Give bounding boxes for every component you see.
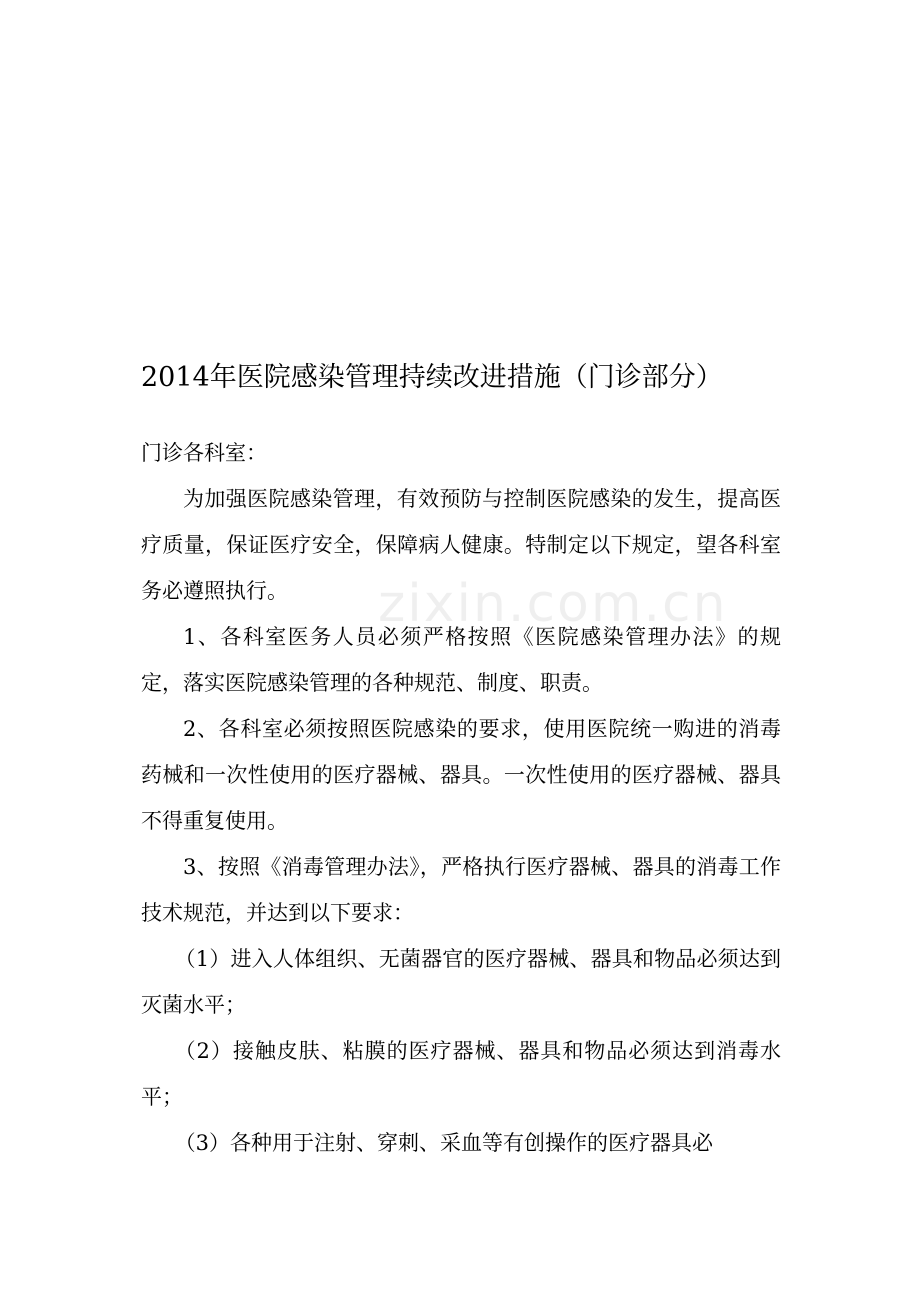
point-2: 2、各科室必须按照医院感染的要求，使用医院统一购进的消毒药械和一次性使用的医疗器械、器具。一次性使用的医疗器械、器具不得重复使用。 (141, 717, 781, 833)
subpoint-2: （2）接触皮肤、粘膜的医疗器械、器具和物品必须达到消毒水平； (141, 1039, 781, 1109)
intro-paragraph: 为加强医院感染管理，有效预防与控制医院感染的发生，提高医疗质量，保证医疗安全，保障病人健康。特制定以下规定，望各科室务必遵照执行。 (141, 487, 781, 603)
document-body (141, 430, 781, 1166)
watermark: zixin.com.cn (378, 574, 728, 634)
document-title: 2014年医院感染管理持续改进措施（门诊部分） (141, 362, 723, 393)
subpoint-1: （1）进入人体组织、无菌器官的医疗器械、器具和物品必须达到灭菌水平； (141, 947, 781, 1017)
point-1: 1、各科室医务人员必须严格按照《医院感染管理办法》的规定，落实医院感染管理的各种规范、制度、职责。 (141, 625, 781, 695)
subpoint-3: （3）各种用于注射、穿刺、采血等有创操作的医疗器具必 (174, 1131, 713, 1155)
point-3: 3、按照《消毒管理办法》，严格执行医疗器械、器具的消毒工作技术规范，并达到以下要求： (141, 855, 781, 925)
salutation: 门诊各科室： (141, 441, 267, 465)
